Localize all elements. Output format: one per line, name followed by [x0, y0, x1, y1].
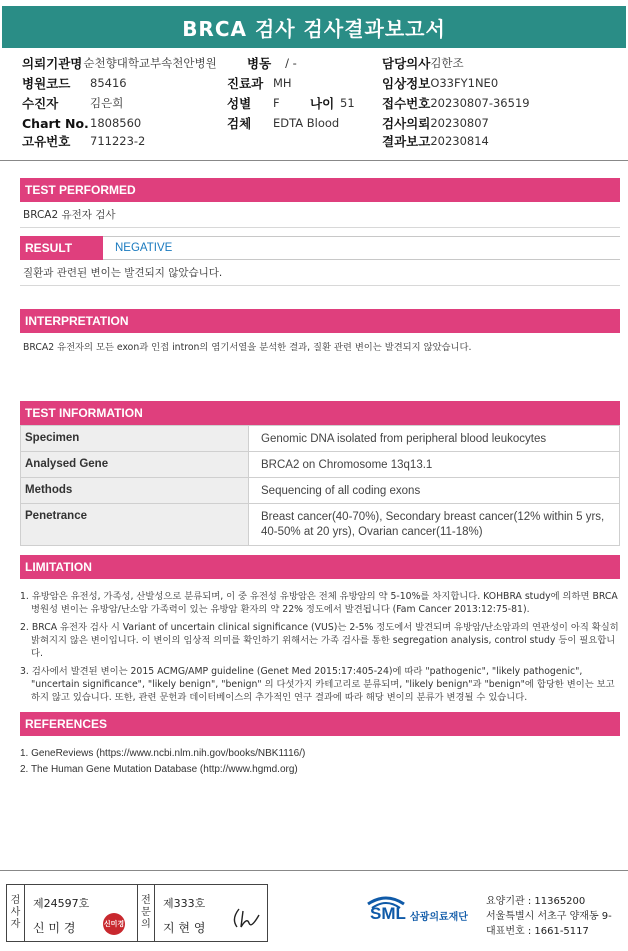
institution-code: 요양기관 : 11365200 [486, 896, 586, 907]
unique-value: 711223-2 [90, 134, 146, 148]
report-value: 20230814 [430, 134, 489, 148]
institution-address: 서울특별시 서초구 양재동 9- [486, 911, 612, 922]
receipt-value: 20230807-36519 [430, 96, 530, 110]
info-value: Genomic DNA isolated from peripheral blood leukocytes [249, 426, 620, 452]
list-item: 3. 검사에서 발견된 변이는 2015 ACMG/AMP guideline (Genet Med 2015:17:405-24)에 따라 "pathogenic", "likely pathogenic", "uncertain significance", "likely benign", "benign" 의 다섯가지 카테고리로 분류되며, "likely benign"과 "benign"에 합당한 변이는 보고하지 않고 있습니다. 또한, 관련 문헌과 데이터베이스의 추가적인 연구 결과에 따라 해당 변이의 분류가 변경될 수 있습니다. [20, 666, 615, 703]
dept-label: 진료과 [227, 76, 264, 91]
specialist-label-char: 문 [141, 907, 151, 918]
list-item: 2. BRCA 유전자 검사 시 Variant of uncertain clinical significance (VUS)는 2-5% 정도에서 발견되며 유방암/난소암과의 연관성이 아직 확실히 밝혀지지 않은 변이입니다. 이 변이의 임상적 의미를 확인하기 위해서는 가족 검사를 통한 segregation analysis, control study 등이 필요합니다. [20, 622, 619, 659]
result-heading: RESULT [20, 236, 103, 260]
collector-label: 수진자 [22, 96, 59, 111]
examiner-label [7, 885, 25, 941]
hospital-code-label: 병원코드 [22, 76, 71, 91]
examiner-name: 신 미 경 [33, 921, 76, 935]
institution-value: 순천향대학교부속천안병원 [83, 56, 217, 70]
test-performed-text: BRCA2 유전자 검사 [20, 202, 620, 228]
examiner-label-char: 검 [10, 895, 21, 906]
examiner-stamp: 신미경 [103, 913, 125, 935]
chart-value: 1808560 [90, 116, 142, 130]
table-row [21, 452, 620, 478]
sml-logo-text: SML [370, 904, 406, 923]
table-row [21, 504, 620, 546]
institution-label: 의뢰기관명 [22, 56, 83, 71]
test-information-heading: TEST INFORMATION [20, 401, 620, 425]
examiner-label-char: 자 [10, 919, 21, 930]
request-label: 검사의뢰 [382, 116, 431, 131]
doctor-value: 김한조 [430, 56, 464, 70]
specialist-label-char: 전 [141, 895, 151, 906]
info-key: Specimen [21, 426, 249, 452]
ward-label: 병동 [247, 56, 272, 71]
list-item: 2. The Human Gene Mutation Database (http://www.hgmd.org) [20, 764, 298, 775]
list-item: 1. GeneReviews (https://www.ncbi.nlm.nih.gov/books/NBK1116/) [20, 748, 306, 759]
collector-value: 김은희 [90, 96, 124, 110]
list-item: 1. 유방암은 유전성, 가족성, 산발성으로 분류되며, 이 중 유전성 유방암은 전체 유방암의 약 5-10%를 차지합니다. KOHBRA study에 의하면 BRCA 병원성 변이는 유방암/난소암 가족력이 있는 유방암 환자의 약 22% 정도에서 발견됩니다 (Fam Cancer 2013:12:75-81). [20, 591, 618, 615]
report-label: 결과보고 [382, 134, 431, 149]
sex-label: 성별 [227, 96, 252, 111]
clinical-info-value: O33FY1NE0 [430, 76, 499, 90]
specialist-name: 지 현 영 [163, 921, 206, 935]
references-list [20, 746, 620, 778]
org-name: 삼광의료재단 [410, 912, 468, 923]
specialist-label-char: 의 [141, 919, 151, 930]
ward-value: / - [285, 56, 297, 70]
info-key: Methods [21, 478, 249, 504]
interpretation-text: BRCA2 유전자의 모든 exon과 인접 intron의 염기서열을 분석한 결과, 질환 관련 변이는 발견되지 않았습니다. [23, 342, 472, 353]
info-key: Penetrance [21, 504, 249, 546]
specimen-value: EDTA Blood [273, 116, 340, 130]
result-text: 질환과 관련된 변이는 발견되지 않았습니다. [20, 260, 620, 286]
specimen-label: 검체 [227, 116, 252, 131]
request-value: 20230807 [430, 116, 489, 130]
test-information-table [20, 425, 620, 546]
info-value: BRCA2 on Chromosome 13q13.1 [249, 452, 620, 478]
table-row [21, 426, 620, 452]
test-performed-heading: TEST PERFORMED [20, 178, 620, 202]
examiner-number: 제24597호 [33, 897, 90, 910]
sex-value: F [273, 96, 280, 110]
references-heading: REFERENCES [20, 712, 620, 736]
divider [0, 870, 628, 871]
chart-label: Chart No. [22, 115, 89, 131]
age-label: 나이 [310, 96, 335, 111]
specialist-signature [229, 905, 263, 931]
limitation-list [20, 590, 620, 709]
age-value: 51 [340, 96, 355, 110]
report-title: BRCA 검사 검사결과보고서 [2, 6, 626, 48]
receipt-label: 접수번호 [382, 96, 431, 111]
info-key: Analysed Gene [21, 452, 249, 478]
specialist-label [137, 885, 155, 941]
signature-box [6, 884, 268, 942]
clinical-info-label: 임상정보 [382, 76, 431, 91]
result-value: NEGATIVE [103, 236, 620, 260]
interpretation-heading: INTERPRETATION [20, 309, 620, 333]
result-row [20, 236, 620, 260]
table-row [21, 478, 620, 504]
institution-phone: 대표번호 : 1661-5117 [486, 926, 589, 937]
dept-value: MH [273, 76, 292, 90]
unique-label: 고유번호 [22, 134, 71, 149]
hospital-code-value: 85416 [90, 76, 127, 90]
examiner-label-char: 사 [10, 907, 21, 918]
specialist-number: 제333호 [163, 897, 206, 910]
limitation-heading: LIMITATION [20, 555, 620, 579]
info-value: Sequencing of all coding exons [249, 478, 620, 504]
doctor-label: 담당의사 [382, 56, 431, 71]
divider [0, 160, 628, 161]
info-value: Breast cancer(40-70%), Secondary breast cancer(12% within 5 yrs, 40-50% at 20 yrs), Ovarian cancer(11-18%) [249, 504, 620, 546]
institution-info [486, 894, 626, 939]
